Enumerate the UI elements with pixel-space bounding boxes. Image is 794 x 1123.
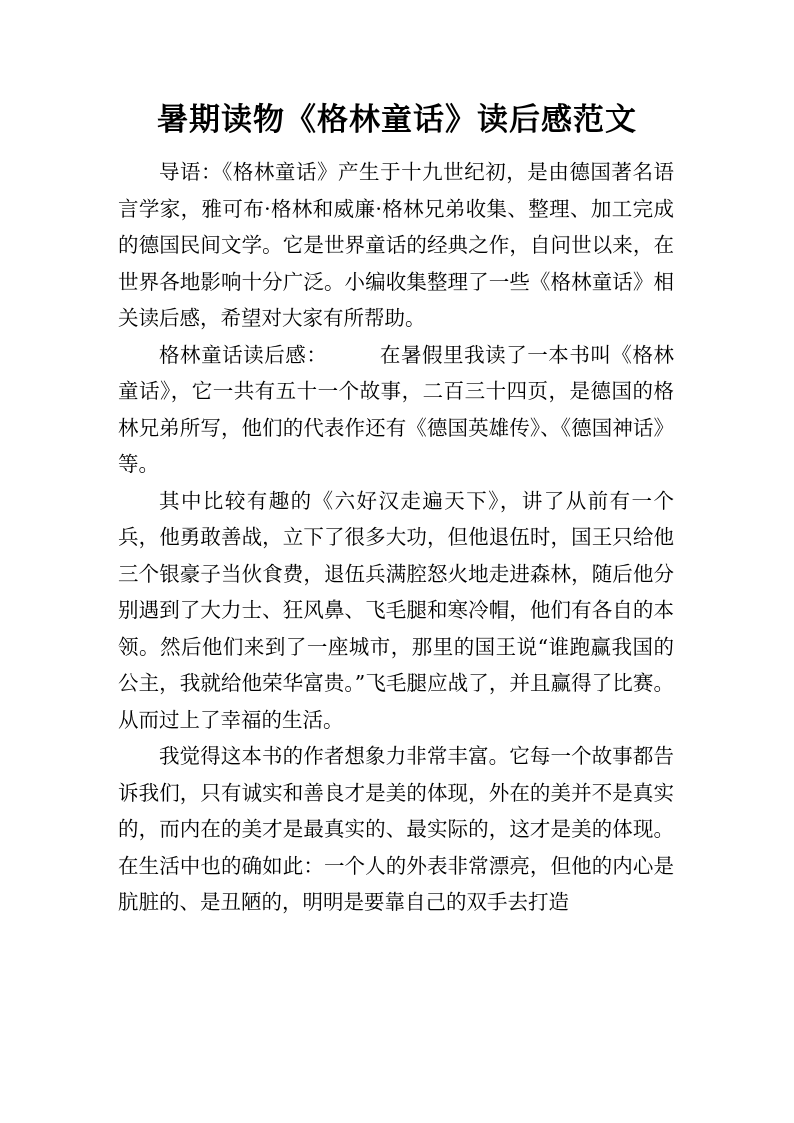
- review-heading: 格林童话读后感：: [159, 342, 328, 367]
- paragraph-reflection: 我觉得这本书的作者想象力非常丰富。它每一个故事都告诉我们，只有诚实和善良才是美的体现，外在的美并不是真实的，而内在的美才是最真实的、最实际的，这才是美的体现。在生活中也的确如此：一个人的外表非常漂亮，但他的内心是肮脏的、是丑陋的，明明是要靠自己的双手去打造: [118, 744, 674, 914]
- review-text: 在暑假里我读了一本书叫《格林童话》，它一共有五十一个故事，二百三十四页，是德国的格林兄弟所写，他们的代表作还有《德国英雄传》、《德国神话》等。: [118, 342, 675, 476]
- document-title: 暑期读物《格林童话》读后感范文: [157, 102, 637, 138]
- paragraph-review-start: [118, 337, 674, 483]
- paragraph-intro: 导语：《格林童话》产生于十九世纪初，是由德国著名语言学家，雅可布·格林和威廉·格林兄弟收集、整理、加工完成的德国民间文学。它是世界童话的经典之作，自问世以来，在世界各地影响十分广泛。小编收集整理了一些《格林童话》相关读后感，希望对大家有所帮助。: [118, 160, 674, 330]
- paragraph-story-summary: 其中比较有趣的《六好汉走遍天下》，讲了从前有一个兵，他勇敢善战，立下了很多大功，但他退伍时，国王只给他三个银豪子当伙食费，退伍兵满腔怒火地走进森林，随后他分别遇到了大力士、狂风鼻、飞毛腿和寒冷帽，他们有各自的本领。然后他们来到了一座城市，那里的国王说“谁跑赢我国的公主，我就给他荣华富贵。”飞毛腿应战了，并且赢得了比赛。从而过上了幸福的生活。: [118, 488, 674, 732]
- document-body: [118, 154, 674, 921]
